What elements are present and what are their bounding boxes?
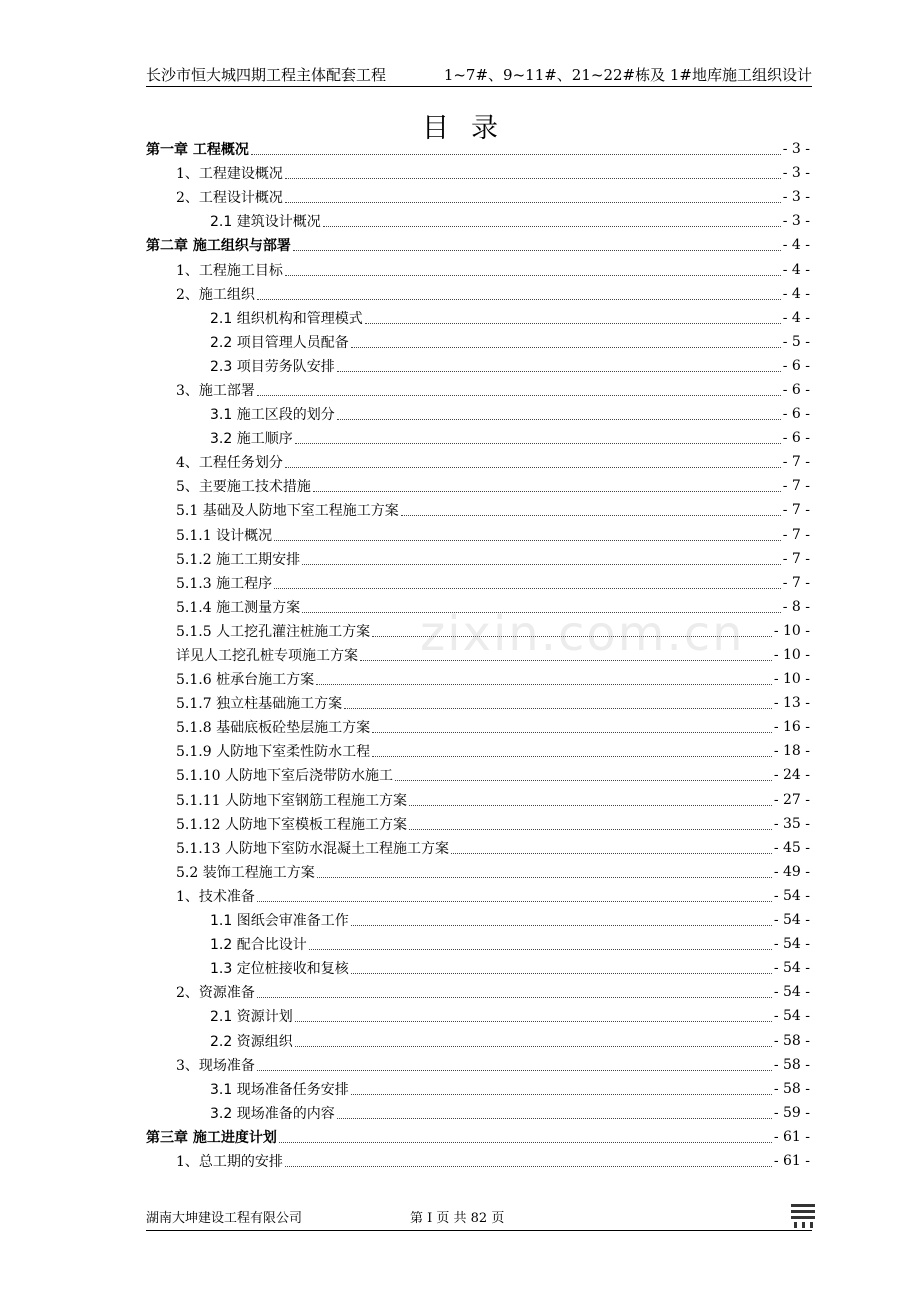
toc-entry-text: 2.1 建筑设计概况 bbox=[210, 214, 321, 231]
toc-entry[interactable] bbox=[146, 571, 810, 595]
toc-leader-dots bbox=[401, 514, 781, 516]
toc-entry-page: - 58 - bbox=[773, 1080, 810, 1097]
toc-entry-text: 1.1 图纸会审准备工作 bbox=[210, 913, 349, 930]
toc-entry-page: - 61 - bbox=[773, 1128, 810, 1145]
toc-leader-dots bbox=[302, 563, 781, 565]
toc-entry-text: 3、施工部署 bbox=[176, 382, 255, 399]
toc-entry-text: 2.1 组织机构和管理模式 bbox=[210, 310, 363, 327]
footer-page-info: 第 I 页 共 82 页 bbox=[410, 1211, 505, 1226]
toc-entry-text: 3.2 施工顺序 bbox=[210, 431, 293, 448]
toc-entry-text: 2.1 资源计划 bbox=[210, 1009, 293, 1026]
toc-entry[interactable] bbox=[146, 257, 810, 281]
toc-entry-text: 1、工程施工目标 bbox=[176, 262, 283, 279]
toc-entry[interactable] bbox=[146, 233, 810, 257]
toc-entry-text: 2.2 项目管理人员配备 bbox=[210, 334, 349, 351]
toc-entry-page: - 4 - bbox=[782, 237, 810, 254]
toc-leader-dots bbox=[316, 683, 772, 685]
toc-leader-dots bbox=[295, 1020, 772, 1022]
toc-entry[interactable] bbox=[146, 137, 810, 161]
toc-entry-page: - 6 - bbox=[782, 430, 810, 447]
toc-entry-page: - 3 - bbox=[782, 213, 810, 230]
toc-entry-page: - 10 - bbox=[773, 671, 810, 688]
toc-leader-dots bbox=[309, 948, 772, 950]
toc-entry-text: 5.1.12 人防地下室模板工程施工方案 bbox=[176, 816, 407, 833]
toc-entry-page: - 58 - bbox=[773, 1056, 810, 1073]
toc-leader-dots bbox=[313, 490, 781, 492]
toc-leader-dots bbox=[372, 731, 772, 733]
toc-leader-dots bbox=[293, 249, 781, 251]
toc-entry-page: - 6 - bbox=[782, 381, 810, 398]
toc-entry-page: - 54 - bbox=[773, 936, 810, 953]
toc-leader-dots bbox=[257, 1069, 772, 1071]
toc-entry[interactable] bbox=[146, 1101, 810, 1125]
toc-entry-text: 5.2 装饰工程施工方案 bbox=[176, 864, 315, 881]
toc-leader-dots bbox=[323, 225, 781, 227]
toc-entry-page: - 49 - bbox=[773, 863, 810, 880]
toc-entry[interactable] bbox=[146, 330, 810, 354]
toc-entry[interactable] bbox=[146, 691, 810, 715]
toc-title: 目录 bbox=[422, 113, 520, 144]
toc-entry-page: - 54 - bbox=[773, 960, 810, 977]
toc-entry[interactable] bbox=[146, 1004, 810, 1028]
header-project-name: 长沙市恒大城四期工程主体配套工程 bbox=[146, 66, 387, 84]
toc-entry-page: - 10 - bbox=[773, 622, 810, 639]
toc-entry-page: - 6 - bbox=[782, 357, 810, 374]
toc-entry-text: 2、资源准备 bbox=[176, 985, 255, 1002]
toc-entry-text: 5.1.5 人工挖孔灌注桩施工方案 bbox=[176, 623, 371, 640]
page-footer bbox=[146, 1200, 812, 1231]
toc-entry-page: - 7 - bbox=[782, 454, 810, 471]
toc-entry-text: 2、工程设计概况 bbox=[176, 190, 283, 207]
toc-leader-dots bbox=[295, 1045, 772, 1047]
toc-entry-text: 5.1.6 桩承台施工方案 bbox=[176, 672, 315, 689]
toc-entry-text: 5.1.3 施工程序 bbox=[176, 575, 273, 592]
toc-entry-page: - 54 - bbox=[773, 984, 810, 1001]
toc-leader-dots bbox=[274, 587, 781, 589]
toc-leader-dots bbox=[337, 1117, 772, 1119]
toc-leader-dots bbox=[285, 177, 781, 179]
toc-entry-text: 第一章 工程概况 bbox=[146, 142, 249, 159]
toc-entry-page: - 7 - bbox=[782, 550, 810, 567]
toc-leader-dots bbox=[351, 346, 781, 348]
toc-leader-dots bbox=[451, 852, 772, 854]
toc-leader-dots bbox=[395, 779, 772, 781]
toc-entry-page: - 4 - bbox=[782, 309, 810, 326]
toc-leader-dots bbox=[257, 996, 772, 998]
toc-entry-text: 1.3 定位桩接收和复核 bbox=[210, 961, 349, 978]
toc-leader-dots bbox=[279, 1141, 772, 1143]
toc-entry-text: 5.1.11 人防地下室钢筋工程施工方案 bbox=[176, 792, 407, 809]
toc-entry[interactable] bbox=[146, 763, 810, 787]
toc-entry-page: - 4 - bbox=[782, 261, 810, 278]
toc-entry-page: - 45 - bbox=[773, 839, 810, 856]
toc-entry-page: - 8 - bbox=[782, 598, 810, 615]
toc-leader-dots bbox=[317, 876, 772, 878]
toc-entry[interactable] bbox=[146, 161, 810, 185]
toc-entry-page: - 18 - bbox=[773, 743, 810, 760]
toc-entry-page: - 35 - bbox=[773, 815, 810, 832]
toc-entry-text: 3、现场准备 bbox=[176, 1057, 255, 1074]
toc-entry-text: 1.2 配合比设计 bbox=[210, 937, 307, 954]
toc-leader-dots bbox=[344, 707, 772, 709]
toc-entry-page: - 3 - bbox=[782, 165, 810, 182]
toc-entry-text: 5.1.9 人防地下室柔性防水工程 bbox=[176, 744, 371, 761]
toc-leader-dots bbox=[337, 370, 781, 372]
toc-leader-dots bbox=[409, 804, 772, 806]
toc-leader-dots bbox=[409, 828, 772, 830]
toc-entry-text: 3.2 现场准备的内容 bbox=[210, 1105, 335, 1122]
toc-entry-text: 5.1.2 施工工期安排 bbox=[176, 551, 301, 568]
toc-entry[interactable] bbox=[146, 884, 810, 908]
toc-leader-dots bbox=[274, 539, 781, 541]
toc-entry-page: - 6 - bbox=[782, 406, 810, 423]
toc-entry-text: 5.1.4 施工测量方案 bbox=[176, 599, 301, 616]
toc-entry-page: - 10 - bbox=[773, 647, 810, 664]
toc-entry-text: 5.1.8 基础底板砼垫层施工方案 bbox=[176, 720, 371, 737]
toc-entry[interactable] bbox=[146, 812, 810, 836]
toc-leader-dots bbox=[257, 298, 781, 300]
toc-leader-dots bbox=[372, 755, 772, 757]
toc-entry-page: - 16 - bbox=[773, 719, 810, 736]
page-header bbox=[146, 62, 812, 87]
toc-leader-dots bbox=[285, 466, 781, 468]
toc-entry-page: - 7 - bbox=[782, 502, 810, 519]
toc-entry-text: 5、主要施工技术措施 bbox=[176, 479, 311, 496]
toc-entry[interactable] bbox=[146, 1053, 810, 1077]
toc-entry[interactable] bbox=[146, 860, 810, 884]
toc-entry-page: - 61 - bbox=[773, 1152, 810, 1169]
toc-entry-text: 4、工程任务划分 bbox=[176, 455, 283, 472]
toc-leader-dots bbox=[295, 442, 781, 444]
toc-leader-dots bbox=[285, 201, 781, 203]
toc-entry[interactable] bbox=[146, 715, 810, 739]
toc-entry[interactable] bbox=[146, 1077, 810, 1101]
toc-entry-page: - 13 - bbox=[773, 695, 810, 712]
toc-leader-dots bbox=[337, 418, 781, 420]
toc-leader-dots bbox=[251, 153, 781, 155]
toc-entry[interactable] bbox=[146, 739, 810, 763]
toc-entry-text: 2.2 资源组织 bbox=[210, 1033, 293, 1050]
watermark: zixin.com.cn bbox=[420, 606, 745, 662]
toc-entry[interactable] bbox=[146, 547, 810, 571]
toc-entry[interactable] bbox=[146, 306, 810, 330]
toc-entry-page: - 59 - bbox=[773, 1104, 810, 1121]
toc-entry-text: 3.1 施工区段的划分 bbox=[210, 407, 335, 424]
toc-entry[interactable] bbox=[146, 932, 810, 956]
toc-entry-text: 2.3 项目劳务队安排 bbox=[210, 358, 335, 375]
toc-entry[interactable] bbox=[146, 1149, 810, 1173]
toc-entry-text: 5.1.13 人防地下室防水混凝土工程施工方案 bbox=[176, 840, 449, 857]
toc-entry-page: - 24 - bbox=[773, 767, 810, 784]
toc-entry-text: 3.1 现场准备任务安排 bbox=[210, 1081, 349, 1098]
toc-entry[interactable] bbox=[146, 498, 810, 522]
toc-entry-page: - 54 - bbox=[773, 912, 810, 929]
toc-leader-dots bbox=[285, 274, 781, 276]
toc-entry-text: 1、总工期的安排 bbox=[176, 1153, 283, 1170]
company-logo-icon bbox=[788, 1200, 818, 1230]
toc-entry-page: - 54 - bbox=[773, 887, 810, 904]
toc-entry[interactable] bbox=[146, 836, 810, 860]
toc-leader-dots bbox=[351, 972, 772, 974]
toc-entry[interactable] bbox=[146, 426, 810, 450]
toc-entry[interactable] bbox=[146, 354, 810, 378]
toc-leader-dots bbox=[365, 322, 781, 324]
footer-company: 湖南大坤建设工程有限公司 bbox=[146, 1211, 303, 1226]
toc-entry[interactable] bbox=[146, 1125, 810, 1149]
toc-entry-text: 5.1.7 独立柱基础施工方案 bbox=[176, 696, 343, 713]
toc-entry[interactable] bbox=[146, 956, 810, 980]
toc-leader-dots bbox=[351, 924, 772, 926]
toc-entry[interactable] bbox=[146, 282, 810, 306]
toc-entry-page: - 7 - bbox=[782, 478, 810, 495]
toc-entry[interactable] bbox=[146, 474, 810, 498]
toc-entry-page: - 5 - bbox=[782, 333, 810, 350]
toc-entry-page: - 27 - bbox=[773, 791, 810, 808]
toc-entry-page: - 7 - bbox=[782, 574, 810, 591]
toc-entry-text: 第三章 施工进度计划 bbox=[146, 1129, 277, 1146]
toc-entry[interactable] bbox=[146, 523, 810, 547]
toc-entry-text: 2、施工组织 bbox=[176, 286, 255, 303]
toc-entry-page: - 7 - bbox=[782, 526, 810, 543]
toc-entry[interactable] bbox=[146, 450, 810, 474]
toc-entry-text: 5.1.1 设计概况 bbox=[176, 527, 273, 544]
toc-entry-text: 5.1.10 人防地下室后浇带防水施工 bbox=[176, 768, 393, 785]
toc-entry-text: 1、工程建设概况 bbox=[176, 166, 283, 183]
toc-entry-page: - 3 - bbox=[782, 189, 810, 206]
toc-leader-dots bbox=[351, 1093, 772, 1095]
toc-entry-text: 详见人工挖孔桩专项施工方案 bbox=[176, 648, 358, 665]
toc-leader-dots bbox=[257, 394, 781, 396]
toc-entry-text: 5.1 基础及人防地下室工程施工方案 bbox=[176, 503, 399, 520]
toc-entry-text: 第二章 施工组织与部署 bbox=[146, 238, 291, 255]
toc-entry[interactable] bbox=[146, 1028, 810, 1052]
toc-entry[interactable] bbox=[146, 667, 810, 691]
toc-entry-page: - 54 - bbox=[773, 1008, 810, 1025]
toc-entry[interactable] bbox=[146, 788, 810, 812]
toc-entry[interactable] bbox=[146, 980, 810, 1004]
toc-entry-page: - 3 - bbox=[782, 141, 810, 158]
header-document-title: 1~7#、9~11#、21~22#栋及 1#地库施工组织设计 bbox=[443, 66, 812, 84]
toc-entry-page: - 58 - bbox=[773, 1032, 810, 1049]
toc-entry[interactable] bbox=[146, 402, 810, 426]
toc-entry[interactable] bbox=[146, 185, 810, 209]
toc-leader-dots bbox=[285, 1165, 772, 1167]
toc-entry-page: - 4 - bbox=[782, 285, 810, 302]
toc-leader-dots bbox=[257, 900, 772, 902]
toc-entry[interactable] bbox=[146, 209, 810, 233]
toc-entry-text: 1、技术准备 bbox=[176, 888, 255, 905]
toc-entry[interactable] bbox=[146, 378, 810, 402]
toc-entry[interactable] bbox=[146, 908, 810, 932]
